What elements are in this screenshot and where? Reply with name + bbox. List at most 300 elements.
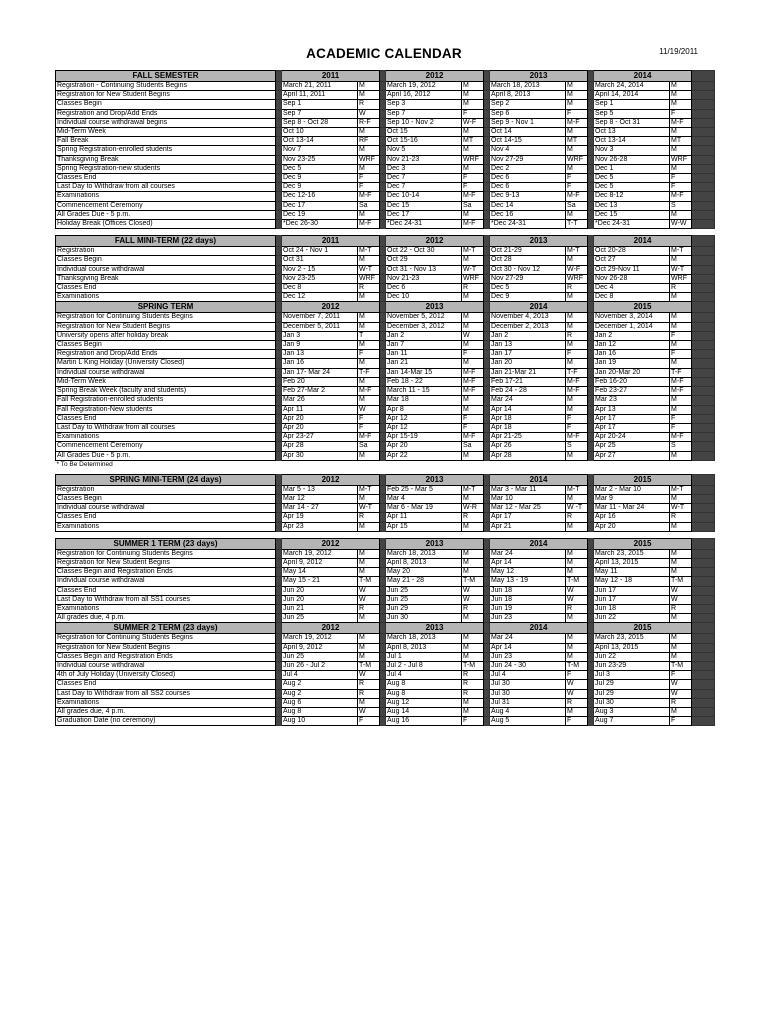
event-date: Mar 23 [594, 396, 670, 405]
column-separator [692, 405, 715, 414]
event-day: F [358, 174, 380, 183]
event-day: R [462, 513, 484, 522]
event-day: W-T [358, 265, 380, 274]
event-label: Spring Registration-enrolled students [56, 146, 276, 155]
event-day: M [566, 322, 588, 331]
event-label: Individual course withdrawal begins [56, 118, 276, 127]
event-date: Dec 9 [282, 174, 358, 183]
column-separator [692, 91, 715, 100]
event-day: M-F [670, 118, 692, 127]
event-day: F [462, 350, 484, 359]
year-header: 2012 [282, 538, 380, 549]
event-date: Nov 4 [490, 146, 566, 155]
event-date: December 1, 2014 [594, 322, 670, 331]
event-date: May 12 - 18 [594, 577, 670, 586]
event-label: Individual course withdrawal [56, 368, 276, 377]
column-separator [692, 146, 715, 155]
event-date: Apr 14 [490, 643, 566, 652]
event-date: April 11, 2011 [282, 91, 358, 100]
event-date: Jan 13 [282, 350, 358, 359]
calendar-row [56, 331, 715, 340]
event-date: Dec 5 [282, 164, 358, 173]
year-header: 2012 [282, 302, 380, 313]
event-date: Aug 14 [386, 707, 462, 716]
event-date: Nov 21-23 [386, 155, 462, 164]
event-date: Oct 29 [386, 256, 462, 265]
event-date: Jul 30 [490, 680, 566, 689]
calendar-row [56, 91, 715, 100]
column-separator [692, 313, 715, 322]
event-date: Mar 11 - Mar 24 [594, 504, 670, 513]
column-separator [692, 322, 715, 331]
event-date: Oct 28 [490, 256, 566, 265]
event-date: Dec 16 [490, 210, 566, 219]
event-day: M [566, 210, 588, 219]
event-date: Mar 24 [490, 396, 566, 405]
event-day: M [670, 451, 692, 460]
event-date: March 18, 2013 [386, 634, 462, 643]
event-date: April 9, 2012 [282, 558, 358, 567]
event-date: Apr 23 [282, 522, 358, 531]
calendar-row [56, 284, 715, 293]
event-day: M-F [566, 118, 588, 127]
event-day: M [670, 293, 692, 302]
column-separator [692, 109, 715, 118]
event-day: F [462, 423, 484, 432]
calendar-row [56, 485, 715, 494]
event-label: Thanksgiving Break [56, 274, 276, 283]
year-header: 2014 [594, 236, 692, 247]
event-date: Jan 20-Mar 20 [594, 368, 670, 377]
event-day: R [670, 698, 692, 707]
event-date: Dec 8-12 [594, 192, 670, 201]
event-label: Classes End [56, 414, 276, 423]
event-day: M [358, 614, 380, 623]
event-date: Dec 6 [490, 183, 566, 192]
event-date: April 8, 2013 [386, 558, 462, 567]
event-label: Classes End [56, 680, 276, 689]
event-day: R [462, 689, 484, 698]
year-header: 2011 [282, 236, 380, 247]
event-date: March 18, 2013 [386, 549, 462, 558]
calendar-row [56, 549, 715, 558]
event-label: Individual course withdrawal [56, 265, 276, 274]
year-header: 2013 [386, 623, 484, 634]
calendar-row [56, 405, 715, 414]
event-day: Sa [566, 201, 588, 210]
event-label: Classes Begin and Registration Ends [56, 568, 276, 577]
event-date: Sep 2 [490, 100, 566, 109]
event-date: Apr 18 [490, 423, 566, 432]
event-label: All grades due, 4 p.m. [56, 707, 276, 716]
event-date: March 19, 2012 [386, 82, 462, 91]
event-day: M [462, 522, 484, 531]
event-day: M [358, 494, 380, 503]
event-date: Dec 10 [386, 293, 462, 302]
event-day: M [670, 91, 692, 100]
event-day: M [566, 359, 588, 368]
calendar-row [56, 137, 715, 146]
event-day: M [670, 568, 692, 577]
event-date: Jun 26 - Jul 2 [282, 661, 358, 670]
event-date: Jan 3 [282, 331, 358, 340]
event-label: Classes Begin [56, 341, 276, 350]
event-day: F [358, 183, 380, 192]
calendar-row [56, 558, 715, 567]
section-title: SUMMER 2 TERM (23 days) [56, 623, 276, 634]
event-date: Sep 6 [490, 109, 566, 118]
year-header: 2014 [594, 71, 692, 82]
event-date: Jul 31 [490, 698, 566, 707]
calendar-row [56, 442, 715, 451]
event-day: M [670, 359, 692, 368]
event-label: Registration [56, 485, 276, 494]
event-day: M-T [566, 247, 588, 256]
event-date: Apr 25 [594, 442, 670, 451]
event-date: Oct 31 - Nov 13 [386, 265, 462, 274]
column-separator [692, 513, 715, 522]
event-day: W [462, 595, 484, 604]
column-separator [692, 236, 715, 247]
event-date: Feb 20 [282, 377, 358, 386]
event-label: Registration for Continuing Students Begins [56, 634, 276, 643]
event-date: Mar 3 - Mar 11 [490, 485, 566, 494]
event-date: Jun 23 [490, 614, 566, 623]
calendar-row [56, 128, 715, 137]
event-date: Apr 20-24 [594, 433, 670, 442]
event-date: Apr 17 [594, 423, 670, 432]
event-day: W [566, 586, 588, 595]
event-day: R [670, 284, 692, 293]
event-date: Sep 9 - Nov 1 [490, 118, 566, 127]
event-day: T-M [462, 661, 484, 670]
event-date: May 14 [282, 568, 358, 577]
event-date: April 8, 2013 [490, 91, 566, 100]
calendar-row [56, 577, 715, 586]
event-date: March 23, 2015 [594, 549, 670, 558]
column-separator [692, 707, 715, 716]
event-day: M-F [462, 377, 484, 386]
event-day: R [358, 284, 380, 293]
event-day: M [670, 164, 692, 173]
event-label: Classes Begin [56, 100, 276, 109]
column-separator [692, 494, 715, 503]
page-title: ACADEMIC CALENDAR [306, 46, 462, 61]
event-date: Dec 5 [594, 174, 670, 183]
event-day: M-F [670, 387, 692, 396]
event-day: M-F [566, 387, 588, 396]
event-day: M [566, 82, 588, 91]
calendar-row [56, 359, 715, 368]
column-separator [692, 661, 715, 670]
column-separator [692, 174, 715, 183]
event-date: Apr 13 [594, 405, 670, 414]
section-header-row [56, 236, 715, 247]
event-date: Oct 21-29 [490, 247, 566, 256]
event-day: MT [670, 137, 692, 146]
section-title: FALL SEMESTER [56, 71, 276, 82]
event-date: Mar 6 - Mar 19 [386, 504, 462, 513]
event-day: WRF [566, 155, 588, 164]
column-separator [692, 689, 715, 698]
event-date: Nov 21-23 [386, 274, 462, 283]
event-day: M [358, 313, 380, 322]
event-date: March 11 - 15 [386, 387, 462, 396]
event-label: Last Day to Withdraw from all courses [56, 183, 276, 192]
note-row [56, 460, 715, 468]
event-label: Individual course withdrawal [56, 577, 276, 586]
event-day: M-T [462, 247, 484, 256]
calendar-row [56, 494, 715, 503]
event-day: F [462, 109, 484, 118]
year-header: 2012 [386, 236, 484, 247]
event-date: Jan 2 [386, 331, 462, 340]
event-day: W-T [670, 504, 692, 513]
event-day: M [670, 146, 692, 155]
event-date: Apr 19 [282, 513, 358, 522]
event-day: M [566, 128, 588, 137]
document-date: 11/19/2011 [659, 47, 698, 56]
event-date: Dec 1 [594, 164, 670, 173]
event-date: Dec 4 [594, 284, 670, 293]
event-day: M [358, 91, 380, 100]
event-day: M [670, 614, 692, 623]
event-day: M [670, 405, 692, 414]
event-date: Oct 30 - Nov 12 [490, 265, 566, 274]
section-title: SPRING TERM [56, 302, 276, 313]
event-label: All grades due, 4 p.m. [56, 614, 276, 623]
event-day: M [670, 643, 692, 652]
event-day: M-F [566, 377, 588, 386]
event-label: Classes Begin [56, 256, 276, 265]
event-day: M [670, 522, 692, 531]
event-day: M [462, 91, 484, 100]
event-date: Dec 17 [282, 201, 358, 210]
event-date: Jun 18 [490, 586, 566, 595]
event-date: Sep 1 [282, 100, 358, 109]
event-day: Sa [462, 442, 484, 451]
event-date: Dec 19 [282, 210, 358, 219]
event-date: Jan 16 [282, 359, 358, 368]
event-date: Nov 26-28 [594, 274, 670, 283]
calendar-row [56, 100, 715, 109]
event-day: F [566, 350, 588, 359]
event-day: R [670, 604, 692, 613]
year-header: 2014 [490, 302, 588, 313]
column-separator [692, 118, 715, 127]
event-day: Sa [358, 201, 380, 210]
event-label: Examinations [56, 698, 276, 707]
column-separator [692, 595, 715, 604]
event-day: T-T [566, 220, 588, 229]
event-date: Oct 14-15 [490, 137, 566, 146]
event-day: W [358, 109, 380, 118]
event-day: M [358, 634, 380, 643]
event-date: Nov 27-29 [490, 155, 566, 164]
event-date: Apr 18 [490, 414, 566, 423]
calendar-row [56, 614, 715, 623]
event-date: March 18, 2013 [490, 82, 566, 91]
event-date: Feb 18 - 22 [386, 377, 462, 386]
column-separator [692, 155, 715, 164]
event-date: Nov 23-25 [282, 155, 358, 164]
column-separator [692, 604, 715, 613]
event-date: Jun 19 [490, 604, 566, 613]
event-date: *Dec 24-31 [490, 220, 566, 229]
event-day: M [358, 256, 380, 265]
section-gap [56, 531, 715, 538]
event-day: M [462, 100, 484, 109]
calendar-row [56, 661, 715, 670]
event-date: Aug 8 [386, 680, 462, 689]
event-day: F [566, 671, 588, 680]
event-day: W [462, 331, 484, 340]
event-day: M [358, 377, 380, 386]
event-label: Commencement Ceremony [56, 442, 276, 451]
column-separator [692, 183, 715, 192]
event-date: Mar 24 [490, 634, 566, 643]
event-day: M [566, 652, 588, 661]
column-separator [692, 698, 715, 707]
calendar-row [56, 377, 715, 386]
event-day: W-F [462, 118, 484, 127]
event-day: M [358, 164, 380, 173]
event-date: Apr 16 [594, 513, 670, 522]
column-separator [692, 549, 715, 558]
column-separator [692, 423, 715, 432]
event-label: 4th of July Holiday (University Closed) [56, 671, 276, 680]
event-date: Oct 15 [386, 128, 462, 137]
event-date: Apr 20 [282, 414, 358, 423]
event-day: M-T [462, 485, 484, 494]
event-label: Registration and Drop/Add Ends [56, 350, 276, 359]
event-date: Mar 14 - 27 [282, 504, 358, 513]
calendar-row [56, 707, 715, 716]
event-day: M [462, 643, 484, 652]
event-date: Apr 20 [386, 442, 462, 451]
calendar-row [56, 717, 715, 726]
event-day: F [462, 717, 484, 726]
calendar-row [56, 513, 715, 522]
section-header-row [56, 71, 715, 82]
event-day: M-T [566, 485, 588, 494]
event-date: Jun 18 [594, 604, 670, 613]
event-date: Jun 29 [386, 604, 462, 613]
event-day: M [462, 405, 484, 414]
event-day: M [462, 293, 484, 302]
event-day: M [670, 396, 692, 405]
event-day: T-F [670, 368, 692, 377]
event-day: F [670, 174, 692, 183]
column-separator [692, 341, 715, 350]
event-day: F [670, 331, 692, 340]
event-date: Apr 14 [490, 405, 566, 414]
section-header-row [56, 302, 715, 313]
event-day: M [670, 128, 692, 137]
event-date: April 8, 2013 [386, 643, 462, 652]
event-day: R [358, 513, 380, 522]
column-separator [692, 210, 715, 219]
calendar-row [56, 322, 715, 331]
event-label: Registration for New Student Begins [56, 91, 276, 100]
calendar-row [56, 201, 715, 210]
calendar-row [56, 313, 715, 322]
event-date: November 5, 2012 [386, 313, 462, 322]
event-label: All Grades Due - 5 p.m. [56, 451, 276, 460]
event-date: March 24, 2014 [594, 82, 670, 91]
year-header: 2015 [594, 302, 692, 313]
event-label: Commencement Ceremony [56, 201, 276, 210]
calendar-row [56, 210, 715, 219]
event-date: Mar 12 [282, 494, 358, 503]
column-separator [692, 485, 715, 494]
year-header: 2014 [490, 623, 588, 634]
event-date: Sep 5 [594, 109, 670, 118]
event-day: M [566, 91, 588, 100]
column-separator [692, 192, 715, 201]
event-day: WRF [358, 155, 380, 164]
event-day: W [358, 405, 380, 414]
event-date: Apr 14 [490, 558, 566, 567]
calendar-table [55, 70, 715, 726]
calendar-row [56, 174, 715, 183]
column-separator [692, 71, 715, 82]
event-date: Apr 27 [594, 451, 670, 460]
event-date: Sep 7 [386, 109, 462, 118]
event-day: M [670, 494, 692, 503]
event-day: R [358, 604, 380, 613]
event-label: Registration for Continuing Students Begins [56, 549, 276, 558]
event-date: Mar 9 [594, 494, 670, 503]
event-day: M [462, 164, 484, 173]
event-day: F [566, 109, 588, 118]
column-separator [692, 538, 715, 549]
event-date: Oct 24 - Nov 1 [282, 247, 358, 256]
event-label: Registration and Drop/Add Ends [56, 109, 276, 118]
event-date: Apr 20 [594, 522, 670, 531]
event-date: Dec 15 [386, 201, 462, 210]
event-date: Sep 10 - Nov 2 [386, 118, 462, 127]
event-day: M [566, 549, 588, 558]
column-separator [692, 652, 715, 661]
event-date: Dec 9 [282, 183, 358, 192]
event-label: Last Day to Withdraw from all SS1 courses [56, 595, 276, 604]
event-day: M [566, 405, 588, 414]
event-day: M [566, 100, 588, 109]
event-day: M [670, 652, 692, 661]
event-label: Registration for New Student Begins [56, 643, 276, 652]
event-day: W [670, 680, 692, 689]
calendar-row [56, 82, 715, 91]
event-date: Dec 2 [490, 164, 566, 173]
event-label: Classes End [56, 174, 276, 183]
event-date: Apr 21 [490, 522, 566, 531]
event-date: Sep 8 - Oct 28 [282, 118, 358, 127]
event-day: S [670, 442, 692, 451]
column-separator [692, 387, 715, 396]
event-date: Jun 22 [594, 652, 670, 661]
calendar-row [56, 350, 715, 359]
column-separator [692, 201, 715, 210]
event-date: November 7, 2011 [282, 313, 358, 322]
event-date: Oct 13-14 [282, 137, 358, 146]
event-date: Nov 23-25 [282, 274, 358, 283]
event-date: Jun 23-29 [594, 661, 670, 670]
calendar-row [56, 220, 715, 229]
event-date: Jun 25 [282, 652, 358, 661]
event-day: M [462, 128, 484, 137]
event-day: M-F [462, 192, 484, 201]
